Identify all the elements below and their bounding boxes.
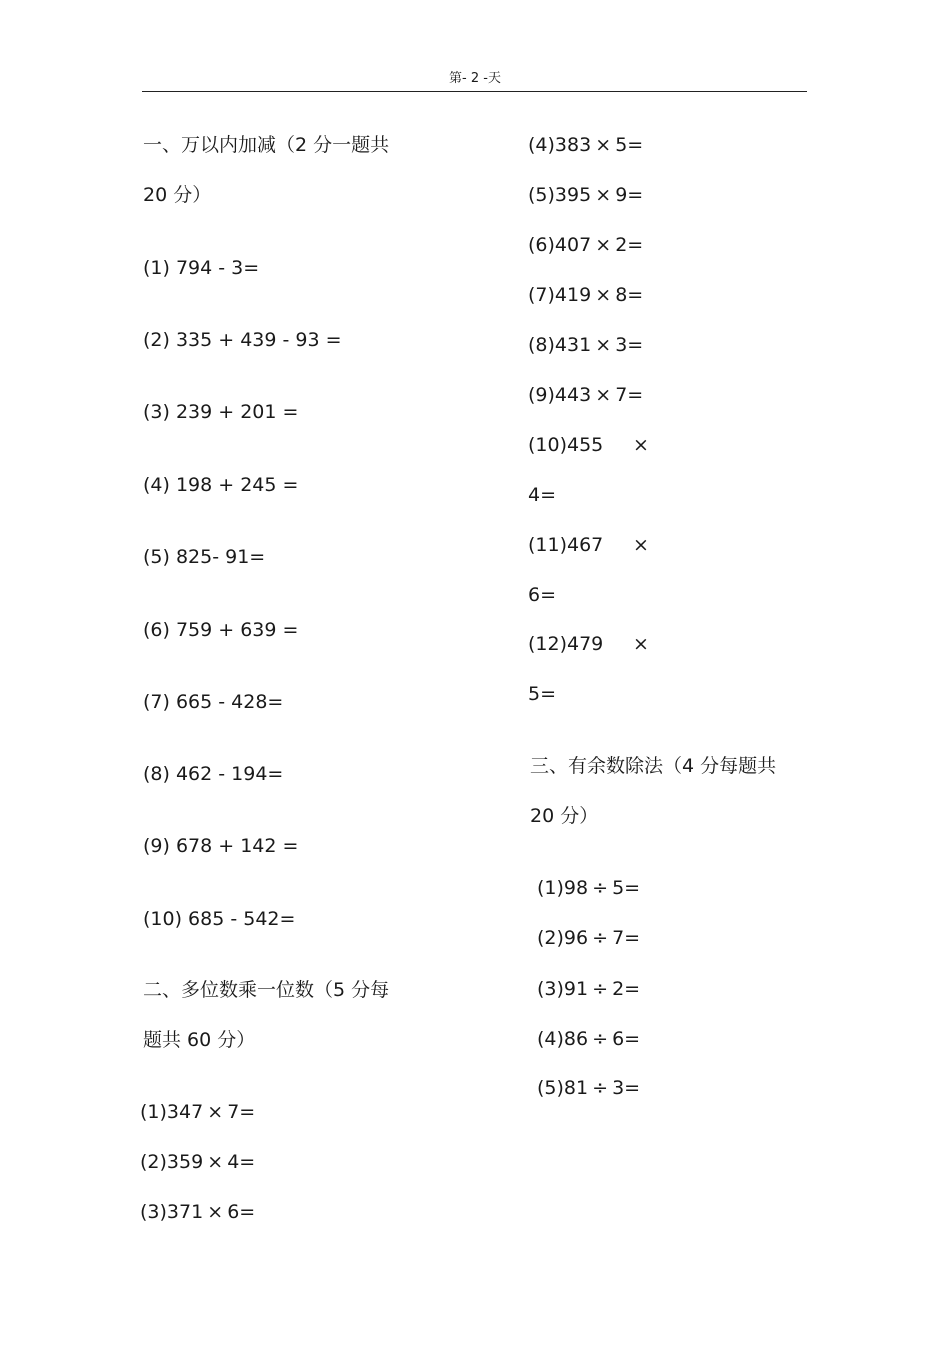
section-2-title-cont: 题共 60 分）: [143, 1029, 256, 1051]
problem-2-8: (8)431 × 3=: [528, 334, 644, 356]
problem-2-10-cont: 4=: [528, 484, 557, 506]
page-header: 第- 2 -天: [449, 71, 501, 86]
section-1-title: 一、万以内加减（2 分一题共: [143, 134, 390, 156]
problem-1-1: (1) 794 - 3=: [143, 257, 260, 279]
multiply-sign: ×: [633, 534, 649, 556]
problem-2-4: (4)383 × 5=: [528, 134, 644, 156]
problem-1-7: (7) 665 - 428=: [143, 691, 284, 713]
multiply-sign: ×: [633, 434, 649, 456]
problem-1-3: (3) 239 + 201 =: [143, 401, 299, 423]
problem-2-11: (11)467: [528, 534, 604, 556]
problem-2-1: (1)347 × 7=: [140, 1101, 256, 1123]
problem-2-12: (12)479: [528, 633, 604, 655]
section-2-title: 二、多位数乘一位数（5 分每: [143, 979, 390, 1001]
section-3-title-cont: 20 分）: [530, 805, 599, 827]
problem-2-10: (10)455: [528, 434, 604, 456]
problem-2-3: (3)371 × 6=: [140, 1201, 256, 1223]
problem-2-6: (6)407 × 2=: [528, 234, 644, 256]
problem-1-9: (9) 678 + 142 =: [143, 835, 299, 857]
problem-2-11-cont: 6=: [528, 584, 557, 606]
problem-1-4: (4) 198 + 245 =: [143, 474, 299, 496]
problem-3-5: (5)81 ÷ 3=: [537, 1077, 641, 1099]
problem-1-6: (6) 759 + 639 =: [143, 619, 299, 641]
problem-2-5: (5)395 × 9=: [528, 184, 644, 206]
problem-2-12-cont: 5=: [528, 683, 557, 705]
problem-2-7: (7)419 × 8=: [528, 284, 644, 306]
problem-3-2: (2)96 ÷ 7=: [537, 927, 641, 949]
problem-1-2: (2) 335 + 439 - 93 =: [143, 329, 342, 351]
section-1-title-cont: 20 分）: [143, 184, 212, 206]
problem-1-10: (10) 685 - 542=: [143, 908, 296, 930]
problem-3-1: (1)98 ÷ 5=: [537, 877, 641, 899]
problem-2-9: (9)443 × 7=: [528, 384, 644, 406]
problem-3-3: (3)91 ÷ 2=: [537, 978, 641, 1000]
problem-3-4: (4)86 ÷ 6=: [537, 1028, 641, 1050]
problem-1-5: (5) 825- 91=: [143, 546, 266, 568]
problem-2-2: (2)359 × 4=: [140, 1151, 256, 1173]
multiply-sign: ×: [633, 633, 649, 655]
header-rule: [142, 91, 807, 92]
section-3-title: 三、有余数除法（4 分每题共: [530, 755, 777, 777]
problem-1-8: (8) 462 - 194=: [143, 763, 284, 785]
